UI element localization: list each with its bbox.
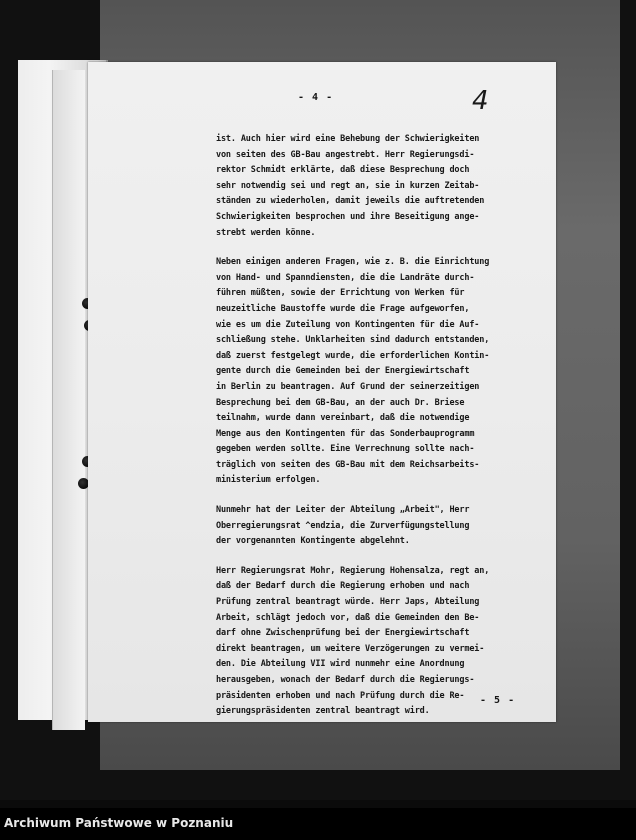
typed-line: träglich von seiten des GB-Bau mit dem Reichsarbeits- bbox=[216, 459, 480, 470]
typed-line: strebt werden könne. bbox=[216, 227, 316, 238]
typed-line: schließung stehe. Unklarheiten sind dadurch entstanden, bbox=[216, 335, 490, 346]
typed-line: den. Die Abteilung VII wird nunmehr eine Anordnung bbox=[216, 659, 465, 670]
typed-line: ist. Auch hier wird eine Behebung der Schwierigkeiten bbox=[216, 134, 480, 144]
typed-line: von Hand- und Spanndiensten, die die Landräte durch- bbox=[216, 272, 475, 283]
typed-line: daß der Bedarf durch die Regierung erhoben und nach bbox=[216, 581, 470, 592]
page-number: - 4 - bbox=[298, 92, 334, 103]
typed-line: gegeben werden sollte. Eine Verrechnung sollte nach- bbox=[216, 444, 475, 455]
next-page-marker: - 5 - bbox=[480, 695, 516, 706]
typed-line: teilnahm, wurde dann vereinbart, daß die notwendige bbox=[216, 413, 470, 424]
typed-line: ministerium erfolgen. bbox=[216, 475, 321, 486]
typed-line: Herr Regierungsrat Mohr, Regierung Hohensalza, regt an, bbox=[216, 565, 490, 576]
typed-line: gente durch die Gemeinden bei der Energiewirtschaft bbox=[216, 366, 470, 377]
typed-line: herausgeben, wonach der Bedarf durch die Regierungs- bbox=[216, 675, 475, 685]
typed-line: Schwierigkeiten besprochen und ihre Beseitigung ange- bbox=[216, 211, 480, 222]
typed-line: wie es um die Zuteilung von Kontingenten für die Auf- bbox=[216, 319, 480, 330]
typed-line: der vorgenannten Kontingente abgelehnt. bbox=[216, 536, 410, 547]
archive-caption: Archiwum Państwowe w Poznaniu bbox=[4, 816, 234, 830]
paragraph bbox=[216, 503, 556, 550]
typed-line: sehr notwendig sei und regt an, sie in kurzen Zeitab- bbox=[216, 180, 480, 191]
typed-line: ständen zu wiederholen, damit jeweils die auftretenden bbox=[216, 196, 485, 207]
typed-line: Oberregierungsrat ^endzia, die Zurverfügungstellung bbox=[216, 520, 470, 531]
typed-line: führen müßten, sowie der Errichtung von Werken für bbox=[216, 288, 465, 299]
typed-line: gierungspräsidenten zentral beantragt wird. bbox=[216, 706, 430, 717]
typed-line: Nunmehr hat der Leiter der Abteilung „Arbeit", Herr bbox=[216, 505, 470, 516]
typed-line: Menge aus den Kontingenten für das Sonderbauprogramm bbox=[216, 428, 475, 439]
typed-line: neuzeitliche Baustoffe wurde die Frage aufgeworfen, bbox=[216, 303, 470, 314]
paragraph bbox=[216, 132, 556, 241]
typed-line: Besprechung bei dem GB-Bau, an der auch Dr. Briese bbox=[216, 397, 465, 408]
typed-line: in Berlin zu beantragen. Auf Grund der seinerzeitigen bbox=[216, 381, 480, 392]
adjacent-page-edge bbox=[52, 70, 85, 730]
typed-line: Prüfung zentral beantragt würde. Herr Japs, Abteilung bbox=[216, 597, 480, 608]
typed-line: Neben einigen anderen Fragen, wie z. B. die Einrichtung bbox=[216, 257, 490, 268]
typed-line: daß zuerst festgelegt wurde, die erforderlichen Kontin- bbox=[216, 350, 490, 361]
typed-line: rektor Schmidt erklärte, daß diese Besprechung doch bbox=[216, 165, 470, 176]
typed-document-page bbox=[88, 62, 556, 722]
typed-line: darf ohne Zwischenprüfung bei der Energiewirtschaft bbox=[216, 628, 470, 639]
paragraph bbox=[216, 255, 556, 489]
typed-line: präsidenten erhoben und nach Prüfung durch die Re- bbox=[216, 690, 465, 701]
typed-line: von seiten des GB-Bau angestrebt. Herr Regierungsdi- bbox=[216, 149, 475, 160]
archive-caption-bar bbox=[0, 808, 636, 840]
typed-line: Arbeit, schlägt jedoch vor, daß die Gemeinden den Be- bbox=[216, 612, 480, 623]
handwritten-folio-number: 4 bbox=[472, 86, 489, 116]
typed-line: direkt beantragen, um weitere Verzögerungen zu vermei- bbox=[216, 643, 485, 654]
document-body bbox=[216, 132, 556, 734]
